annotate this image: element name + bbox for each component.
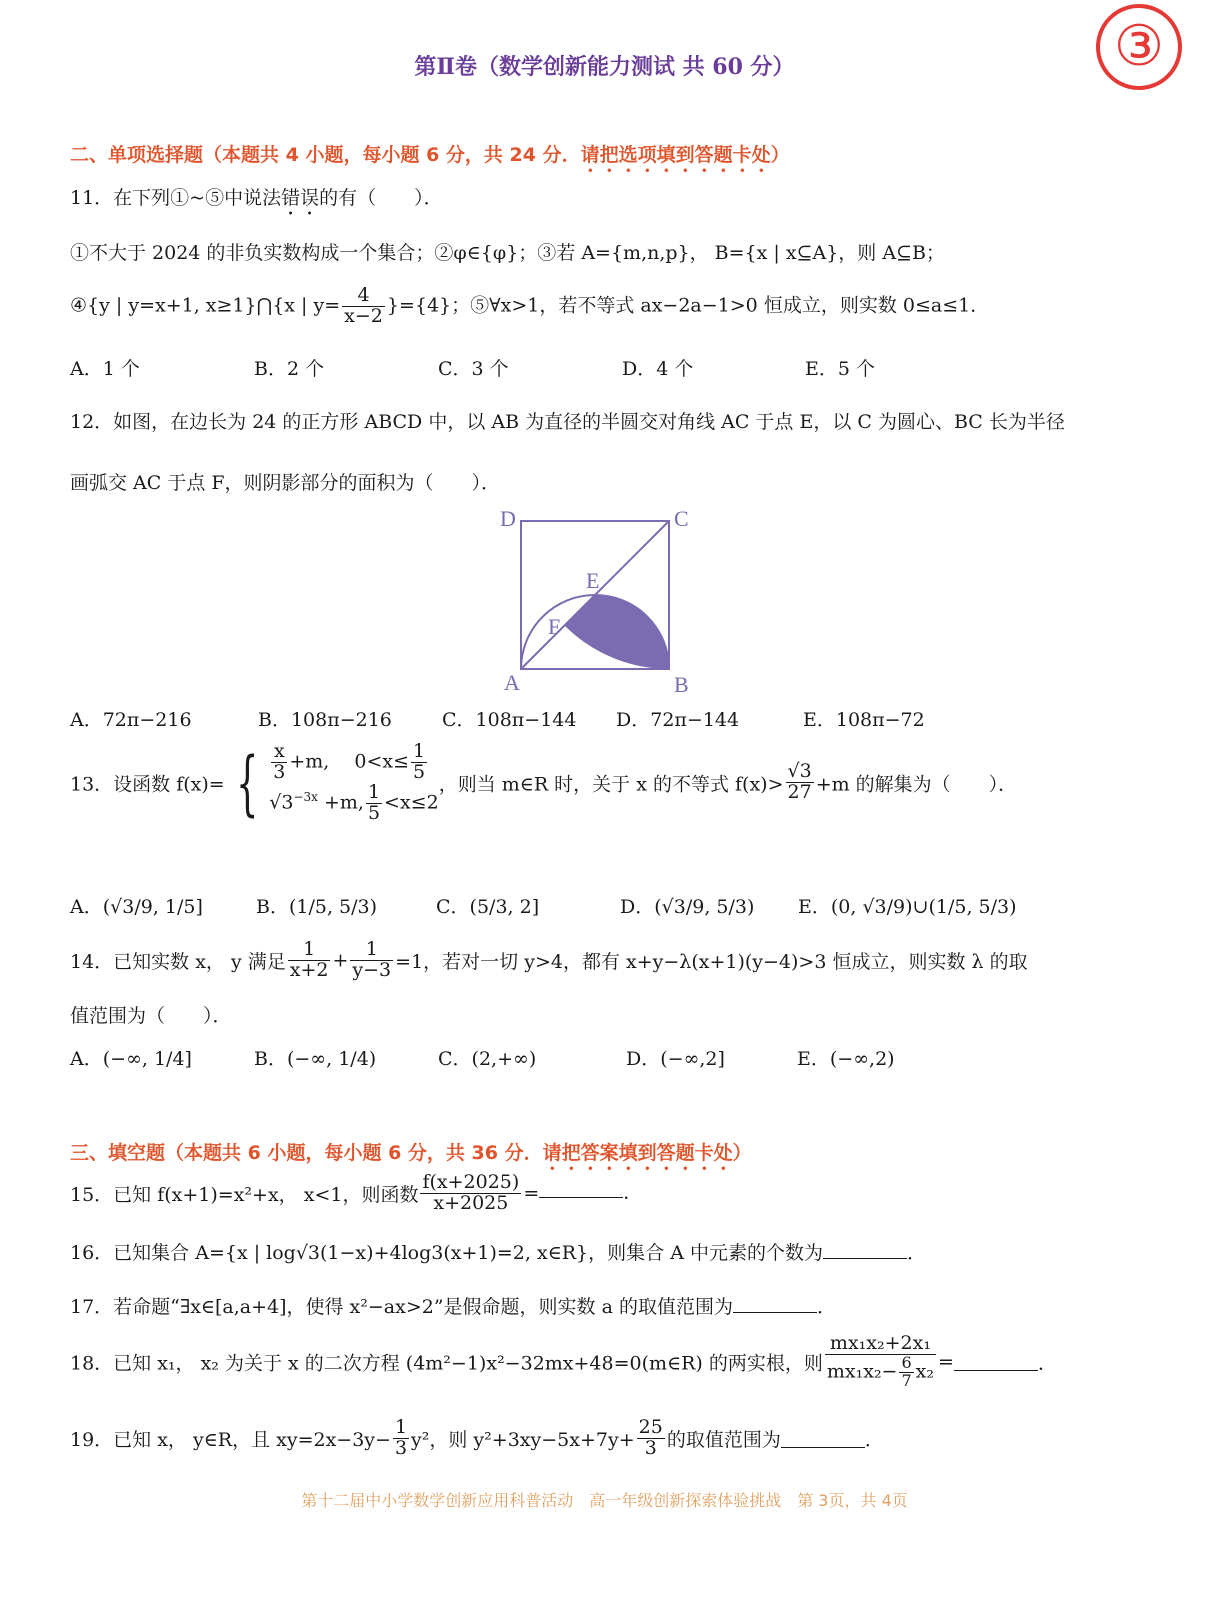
q13-option-b[interactable]	[256, 892, 377, 919]
question-12-line-2: 画弧交 AC 于点 F，则阴影部分的面积为（ ）．	[70, 472, 501, 494]
q13-option-c-label: C．	[436, 896, 470, 918]
question-11-stem	[70, 183, 443, 220]
q14-post: =1，若对一切 y>4，都有 x+y−λ(x+1)(y−4)>3 恒成立，则实数 λ 的取	[395, 950, 1028, 973]
section-3-heading	[70, 1138, 752, 1175]
q13-option-b-text: (1/5, 5/3)	[288, 896, 378, 918]
q18-num: mx₁x₂+2x₁	[825, 1334, 936, 1355]
q15-pre: 15．已知 f(x+1)=x²+x， x<1，则函数	[70, 1183, 419, 1206]
q19-frac1-num: 1	[394, 1416, 408, 1438]
figure-label-a: A	[504, 670, 520, 695]
section-3-heading-close: ）	[732, 1142, 752, 1164]
q11-stem-close: 的有（ ）．	[319, 187, 443, 209]
q15-den: x+2025	[433, 1191, 509, 1214]
q18-den	[825, 1352, 936, 1390]
q12-option-b[interactable]: B．108π−216	[258, 709, 392, 731]
section-3-heading-emphasis: 请把答案填到答题卡处	[542, 1142, 733, 1164]
q13-option-c[interactable]	[436, 892, 539, 919]
q13-case-1	[269, 742, 438, 783]
q13-suffix-post: +m 的解集为（ ）．	[815, 773, 1018, 796]
question-14-line-2: 值范围为（ ）．	[70, 1005, 232, 1027]
q11-option-a[interactable]: A．1 个	[70, 358, 140, 380]
q13-case2-exponent: −3x	[293, 789, 318, 804]
q15-num: f(x+2025)	[422, 1171, 520, 1193]
q11-stem-text: 11．在下列①~⑤中说法	[70, 187, 282, 209]
q18-den-frac-den: 7	[901, 1370, 912, 1390]
q14-frac1-num: 1	[288, 940, 331, 961]
q14-option-e-label: E．	[797, 1048, 830, 1070]
q13-option-e[interactable]	[798, 892, 1017, 919]
q13-case2-bound-num: 1	[367, 780, 381, 803]
q19-frac2-num: 25	[638, 1416, 663, 1438]
q13-case1-bound-num: 1	[413, 740, 426, 762]
q14-option-b-text: (−∞, 1/4)	[286, 1048, 377, 1070]
q14-frac-1	[288, 940, 331, 981]
q11-stem-emphasis: 错误	[281, 187, 320, 209]
q13-case1-frac	[271, 742, 287, 783]
q14-option-c[interactable]	[438, 1044, 536, 1071]
q18-den-frac-num: 6	[901, 1352, 912, 1372]
q13-case1-den: 3	[273, 760, 286, 783]
q14-option-a-label: A．	[70, 1048, 103, 1070]
question-13	[70, 742, 1017, 824]
section-2-heading-text: 二、单项选择题（本题共 4 小题，每小题 6 分，共 24 分．	[70, 144, 581, 166]
q11-line2-post: }={4}；⑤∀x>1，若不等式 ax−2a−1>0 恒成立，则实数 0≤a≤1．	[386, 294, 990, 317]
q18-den-frac	[899, 1352, 913, 1390]
q14-pre: 14．已知实数 x， y 满足	[70, 950, 286, 973]
section-2-heading	[70, 140, 790, 177]
q11-option-b[interactable]: B．2 个	[254, 358, 325, 380]
q13-case-2	[269, 780, 439, 824]
page-number-badge: ③	[1096, 4, 1182, 90]
question-12-line-1: 12．如图，在边长为 24 的正方形 ABCD 中，以 AB 为直径的半圆交对角线 AC 于点 E，以 C 为圆心、BC 长为半径	[70, 411, 1065, 433]
q13-rhs-den: 27	[787, 781, 812, 804]
q15-fraction	[420, 1173, 521, 1214]
q18-answer-blank[interactable]	[954, 1352, 1038, 1371]
q11-fraction	[342, 286, 385, 327]
q14-option-c-text: (2,+∞)	[471, 1048, 537, 1070]
section-2-heading-close: ）	[770, 144, 790, 166]
q11-frac-den: x−2	[344, 304, 383, 327]
q13-case2-mid: +m,	[317, 791, 364, 814]
q13-case1-mid: +m, 0<x≤	[289, 750, 410, 773]
q18-post: =	[938, 1350, 954, 1373]
q11-option-c[interactable]: C．3 个	[438, 358, 509, 380]
question-16: 16．已知集合 A={x | log√3(1−x)+4log3(x+1)=2, x∈R}，则集合 A 中元素的个数为 ．	[70, 1242, 926, 1264]
q14-option-e-text: (−∞,2)	[829, 1048, 895, 1070]
q18-den-pre: mx₁x₂−	[826, 1360, 898, 1383]
q19-frac-2	[637, 1418, 665, 1459]
q11-line2-pre: ④{y | y=x+1, x≥1}⋂{x | y=	[70, 294, 341, 317]
q11-option-e[interactable]: E．5 个	[805, 358, 875, 380]
question-11-statements-1: ①不大于 2024 的非负实数构成一个集合；②φ∈{φ}；③若 A={m,n,p}， B={x | x⊆A}，则 A⊆B；	[70, 242, 945, 264]
q13-option-a-text: (√3/9, 1/5]	[102, 896, 203, 918]
q18-pre: 18．已知 x₁， x₂ 为关于 x 的二次方程 (4m²−1)x²−32mx+48=0(m∈R) 的两实根，则	[70, 1352, 823, 1375]
q19-mid: y²，则 y²+3xy−5x+7y+	[411, 1428, 635, 1451]
q19-answer-blank[interactable]	[781, 1429, 865, 1448]
page-title: 第Ⅱ卷（数学创新能力测试 共 60 分）	[414, 54, 795, 80]
section-3-heading-text: 三、填空题（本题共 6 小题，每小题 6 分，共 36 分．	[70, 1142, 543, 1164]
q14-option-d[interactable]	[626, 1044, 725, 1071]
q14-option-d-text: (−∞,2]	[660, 1048, 725, 1070]
q13-option-a-label: A．	[70, 896, 103, 918]
q18-den-post: x₂	[915, 1360, 935, 1383]
q13-prefix: 13．设函数 f(x)=	[70, 773, 225, 796]
q14-option-a-text: (−∞, 1/4]	[102, 1048, 192, 1070]
q19-post: 的取值范围为	[666, 1428, 781, 1451]
section-2-heading-emphasis: 请把选项填到答题卡处	[580, 144, 771, 166]
q19-frac-1	[393, 1418, 409, 1459]
q13-option-e-text: (0, √3/9)∪(1/5, 5/3)	[830, 896, 1017, 918]
q19-frac2-den: 3	[644, 1436, 657, 1459]
q14-option-c-label: C．	[438, 1048, 472, 1070]
q13-option-b-label: B．	[256, 896, 289, 918]
q17-answer-blank[interactable]	[733, 1294, 817, 1313]
q12-option-c[interactable]: C．108π−144	[442, 709, 577, 731]
q14-option-a[interactable]	[70, 1044, 192, 1071]
q17-text: 17．若命题“∃x∈[a,a+4]，使得 x²−ax>2”是假命题，则实数 a 的取值范围为	[70, 1296, 733, 1318]
q13-case2-base: √3	[269, 791, 294, 814]
q14-frac2-num: 1	[350, 940, 393, 961]
q13-option-d[interactable]	[620, 892, 754, 919]
q13-cases	[269, 742, 438, 824]
q13-option-d-text: (√3/9, 5/3)	[654, 896, 755, 918]
q19-pre: 19．已知 x， y∈R，且 xy=2x−3y−	[70, 1428, 391, 1451]
q14-frac2-den: y−3	[352, 958, 392, 981]
figure-label-d: D	[500, 506, 516, 531]
q15-answer-blank[interactable]	[539, 1179, 623, 1198]
q13-case2-bound	[366, 780, 382, 824]
q14-frac1-den: x+2	[289, 958, 329, 981]
q11-frac-num: 4	[342, 286, 385, 307]
q15-post: =	[523, 1182, 540, 1205]
q13-case1-num: x	[271, 742, 287, 763]
q14-option-d-label: D．	[626, 1048, 661, 1070]
q16-answer-blank[interactable]	[823, 1240, 907, 1259]
q12-option-e[interactable]: E．108π−72	[803, 709, 925, 731]
q13-rhs-frac	[786, 762, 814, 803]
page-footer: 第十二届中小学数学创新应用科普活动 高一年级创新探索体验挑战 第 3页，共 4页	[301, 1491, 908, 1510]
q13-option-a[interactable]	[70, 892, 203, 919]
q12-option-d[interactable]: D．72π−144	[616, 709, 740, 731]
q16-text: 16．已知集合 A={x | log√3(1−x)+4log3(x+1)=2, x∈R}，则集合 A 中元素的个数为	[70, 1242, 823, 1264]
q13-case1-bound-den: 5	[413, 760, 426, 783]
q14-frac-2	[350, 940, 393, 981]
q18-fraction	[825, 1334, 936, 1390]
figure-label-b: B	[674, 672, 689, 697]
q19-frac1-den: 3	[394, 1436, 408, 1459]
q13-case1-bound	[411, 742, 427, 783]
q14-plus: +	[332, 949, 349, 972]
q13-case2-post: <x≤2	[384, 791, 439, 814]
question-18: 18．已知 x₁， x₂ 为关于 x 的二次方程 (4m²−1)x²−32mx+48=0(m∈R) 的两实根，则 mx₁x₂+2x₁ mx₁x₂− $\frac{6}{7}$ x₂ = ．	[70, 1332, 1057, 1390]
q13-suffix-pre: ，则当 m∈R 时，关于 x 的不等式 f(x)>	[438, 773, 784, 796]
question-11-statements-2	[70, 286, 989, 327]
figure-label-f: F	[548, 614, 561, 639]
figure-label-c: C	[674, 506, 689, 531]
q13-brace: {	[235, 741, 259, 824]
question-15: 15．已知 f(x+1)=x²+x， x<1，则函数 $\frac{f(x+2025)}{x+2025}$ = ．	[70, 1171, 643, 1214]
q14-option-b[interactable]	[254, 1044, 376, 1071]
q11-option-d[interactable]: D．4 个	[622, 358, 694, 380]
q12-option-a[interactable]: A．72π−216	[70, 709, 192, 731]
figure-label-e: E	[586, 568, 600, 593]
question-14-line-1	[70, 940, 1028, 981]
figure-shaded-region	[565, 595, 670, 669]
q13-option-e-label: E．	[798, 896, 831, 918]
square-figure	[490, 504, 710, 704]
question-19: 19．已知 x， y∈R，且 xy=2x−3y− $\frac{1}{3}$ y²，则 y²+3xy−5x+7y+ $\frac{25}{3}$ 的取值范围为 ．	[70, 1416, 884, 1459]
q14-option-e[interactable]	[797, 1044, 895, 1071]
q14-option-b-label: B．	[254, 1048, 287, 1070]
q13-case2-bound-den: 5	[367, 801, 381, 824]
q13-rhs-num: √3	[787, 760, 812, 783]
question-17: 17．若命题“∃x∈[a,a+4]，使得 x²−ax>2”是假命题，则实数 a 的取值范围为 ．	[70, 1296, 836, 1318]
q13-option-d-label: D．	[620, 896, 655, 918]
q13-option-c-text: (5/3, 2]	[469, 896, 540, 918]
